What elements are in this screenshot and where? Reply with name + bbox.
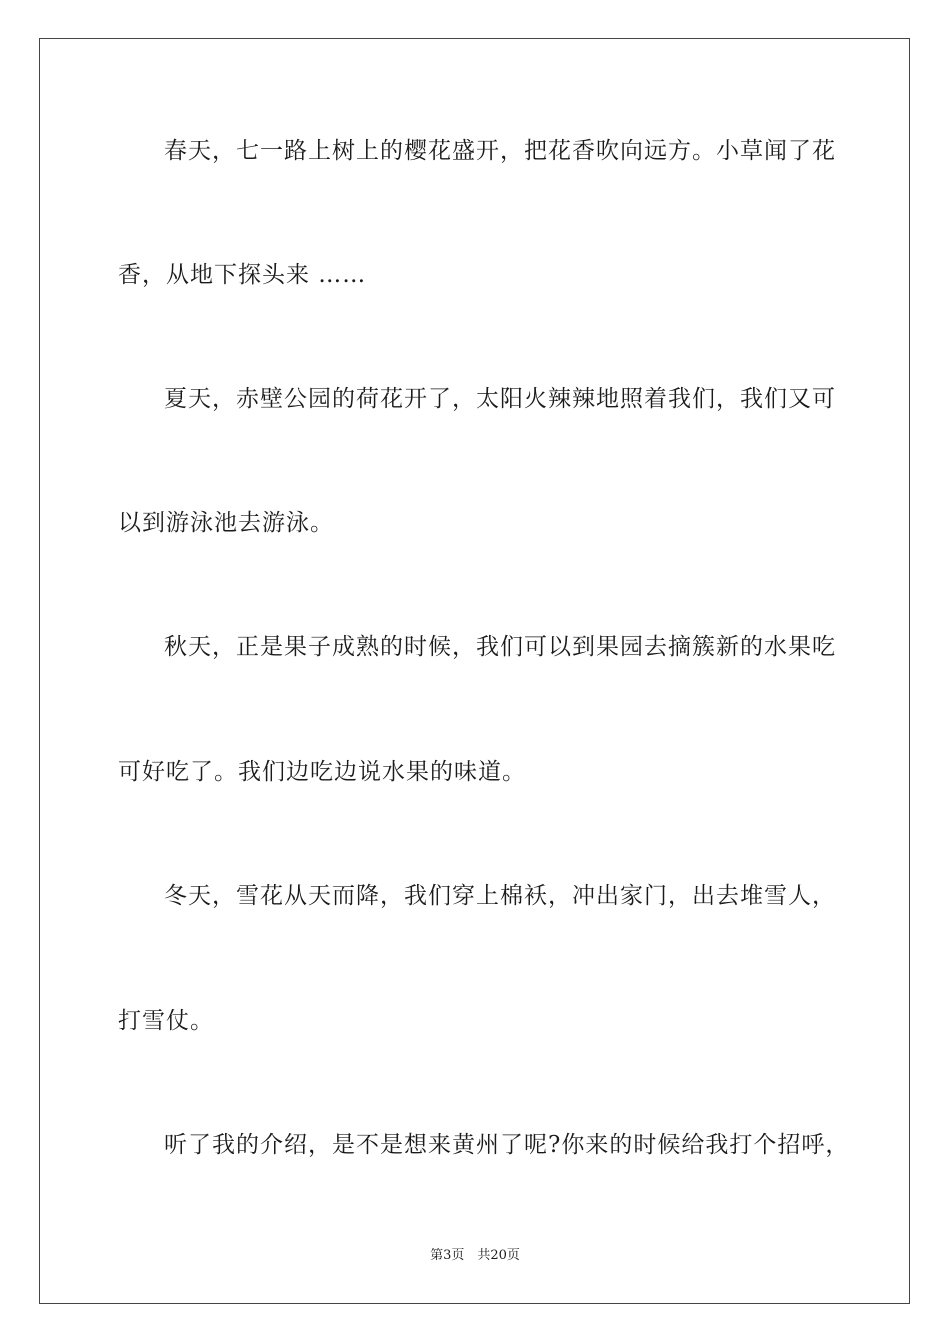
paragraph-winter-line-1: 冬天，雪花从天而降，我们穿上棉袄，冲出家门，出去堆雪人， bbox=[164, 883, 836, 909]
paragraph-closing-line-1: 听了我的介绍，是不是想来黄州了呢?你来的时候给我打个招呼， bbox=[164, 1132, 850, 1158]
paragraph-spring-line-1: 春天，七一路上树上的樱花盛开，把花香吹向远方。小草闻了花 bbox=[164, 138, 836, 164]
paragraph-autumn-line-1: 秋天，正是果子成熟的时候，我们可以到果园去摘簇新的水果吃 bbox=[164, 634, 836, 660]
paragraph-winter-line-2: 打雪仗。 bbox=[118, 1008, 214, 1034]
page-number-footer: 第3页 共20页 bbox=[430, 1248, 520, 1263]
paragraph-summer-line-2: 以到游泳池去游泳。 bbox=[118, 510, 334, 536]
paragraph-spring-line-2: 香，从地下探头来 …… bbox=[118, 262, 367, 288]
page-border bbox=[39, 38, 910, 1304]
paragraph-autumn-line-2: 可好吃了。我们边吃边说水果的味道。 bbox=[118, 759, 526, 785]
paragraph-summer-line-1: 夏天，赤壁公园的荷花开了，太阳火辣辣地照着我们，我们又可 bbox=[164, 386, 836, 412]
